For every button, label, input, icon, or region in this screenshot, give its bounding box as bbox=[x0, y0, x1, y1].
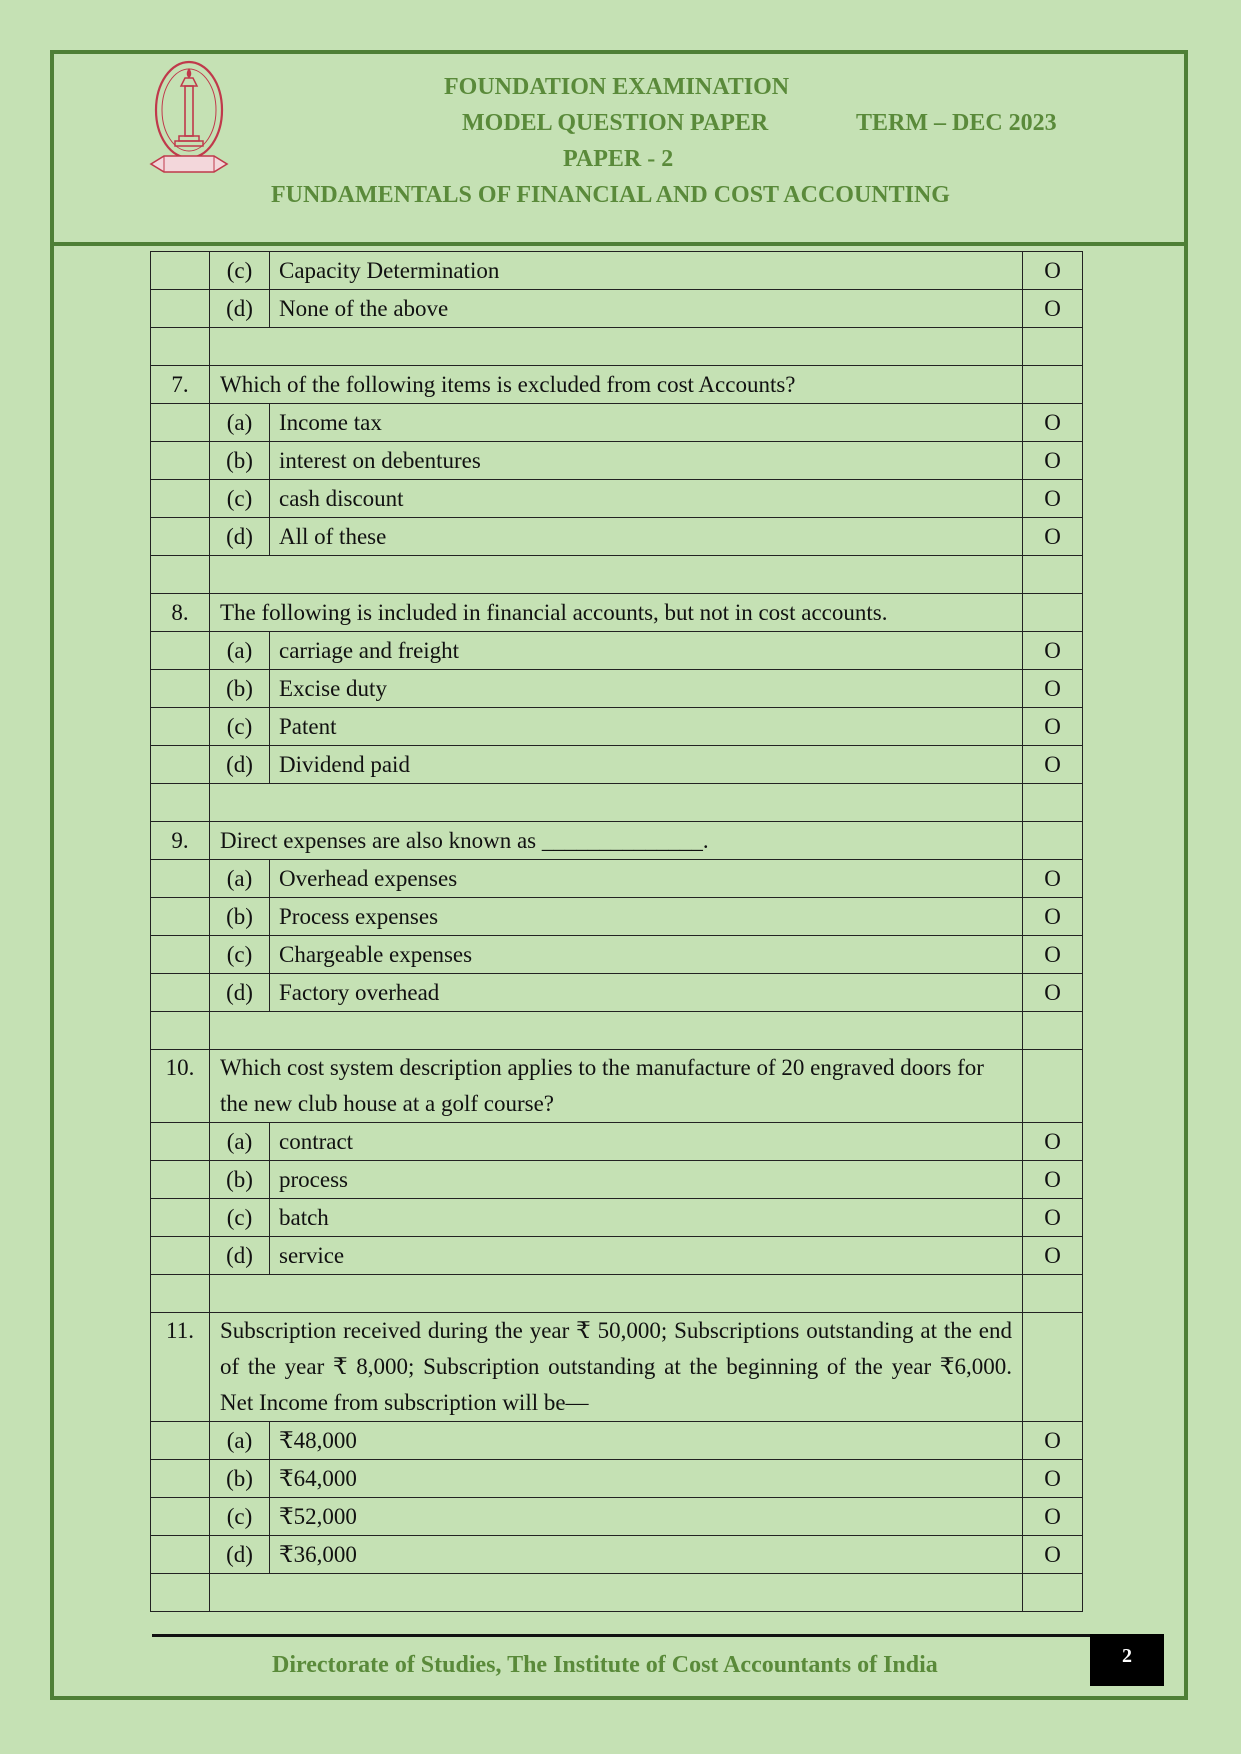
option-row bbox=[151, 518, 1083, 556]
answer-bubble[interactable]: O bbox=[1023, 860, 1083, 898]
spacer-row bbox=[151, 556, 1083, 594]
option-text: None of the above bbox=[270, 290, 1023, 328]
answer-bubble[interactable]: O bbox=[1023, 442, 1083, 480]
answer-bubble[interactable]: O bbox=[1023, 1536, 1083, 1574]
option-label: (d) bbox=[210, 1237, 270, 1275]
question-number: 8. bbox=[151, 594, 210, 632]
option-label: (d) bbox=[210, 518, 270, 556]
option-label: (a) bbox=[210, 1123, 270, 1161]
option-row bbox=[151, 898, 1083, 936]
option-label: (c) bbox=[210, 936, 270, 974]
answer-bubble[interactable]: O bbox=[1023, 708, 1083, 746]
answer-bubble[interactable]: O bbox=[1023, 746, 1083, 784]
spacer-row bbox=[151, 1012, 1083, 1050]
option-label: (b) bbox=[210, 1460, 270, 1498]
answer-bubble[interactable]: O bbox=[1023, 290, 1083, 328]
page-number: 2 bbox=[1090, 1634, 1164, 1686]
icai-crest-icon bbox=[148, 56, 230, 184]
footer-text: Directorate of Studies, The Institute of Cost Accountants of India bbox=[272, 1652, 938, 1678]
option-label: (c) bbox=[210, 708, 270, 746]
option-text: ₹64,000 bbox=[270, 1460, 1023, 1498]
option-text: cash discount bbox=[270, 480, 1023, 518]
option-text: Chargeable expenses bbox=[270, 936, 1023, 974]
option-text: All of these bbox=[270, 518, 1023, 556]
spacer-row bbox=[151, 1574, 1083, 1612]
option-label: (c) bbox=[210, 252, 270, 290]
answer-bubble[interactable]: O bbox=[1023, 1422, 1083, 1460]
question-row bbox=[151, 1313, 1083, 1422]
option-text: carriage and freight bbox=[270, 632, 1023, 670]
option-text: Patent bbox=[270, 708, 1023, 746]
option-row bbox=[151, 442, 1083, 480]
option-label: (a) bbox=[210, 404, 270, 442]
option-text: Overhead expenses bbox=[270, 860, 1023, 898]
spacer-row bbox=[151, 328, 1083, 366]
question-row bbox=[151, 822, 1083, 860]
answer-bubble[interactable]: O bbox=[1023, 670, 1083, 708]
paper-type: MODEL QUESTION PAPER bbox=[462, 110, 769, 136]
footer-rule bbox=[152, 1634, 1096, 1637]
question-number: 7. bbox=[151, 366, 210, 404]
option-label: (d) bbox=[210, 1536, 270, 1574]
spacer-row bbox=[151, 1275, 1083, 1313]
answer-bubble[interactable]: O bbox=[1023, 1460, 1083, 1498]
option-row bbox=[151, 708, 1083, 746]
option-text: process bbox=[270, 1161, 1023, 1199]
option-row bbox=[151, 252, 1083, 290]
option-text: Excise duty bbox=[270, 670, 1023, 708]
question-number: 9. bbox=[151, 822, 210, 860]
question-text: Which cost system description applies to the manufacture of 20 engraved doors for the new club house at a golf course? bbox=[210, 1050, 1023, 1123]
answer-bubble[interactable]: O bbox=[1023, 1237, 1083, 1275]
question-number: 10. bbox=[151, 1050, 210, 1123]
option-row bbox=[151, 860, 1083, 898]
answer-bubble[interactable]: O bbox=[1023, 632, 1083, 670]
option-row bbox=[151, 670, 1083, 708]
answer-bubble[interactable]: O bbox=[1023, 1123, 1083, 1161]
exam-title: FOUNDATION EXAMINATION bbox=[444, 74, 790, 100]
option-text: ₹52,000 bbox=[270, 1498, 1023, 1536]
header-divider bbox=[50, 242, 1188, 246]
option-row bbox=[151, 404, 1083, 442]
answer-bubble[interactable]: O bbox=[1023, 1161, 1083, 1199]
option-row bbox=[151, 1237, 1083, 1275]
option-row bbox=[151, 290, 1083, 328]
option-label: (a) bbox=[210, 632, 270, 670]
option-row bbox=[151, 746, 1083, 784]
answer-bubble[interactable]: O bbox=[1023, 1498, 1083, 1536]
option-label: (c) bbox=[210, 480, 270, 518]
option-row bbox=[151, 1422, 1083, 1460]
option-row bbox=[151, 1460, 1083, 1498]
option-label: (d) bbox=[210, 746, 270, 784]
answer-bubble[interactable]: O bbox=[1023, 936, 1083, 974]
option-text: Capacity Determination bbox=[270, 252, 1023, 290]
option-label: (b) bbox=[210, 898, 270, 936]
option-text: ₹48,000 bbox=[270, 1422, 1023, 1460]
option-text: Income tax bbox=[270, 404, 1023, 442]
answer-bubble[interactable]: O bbox=[1023, 252, 1083, 290]
paper-number: PAPER - 2 bbox=[563, 146, 674, 172]
option-label: (d) bbox=[210, 290, 270, 328]
question-row bbox=[151, 1050, 1083, 1123]
option-text: Process expenses bbox=[270, 898, 1023, 936]
option-row bbox=[151, 1199, 1083, 1237]
exam-term: TERM – DEC 2023 bbox=[856, 110, 1057, 136]
option-text: Factory overhead bbox=[270, 974, 1023, 1012]
option-label: (c) bbox=[210, 1199, 270, 1237]
question-text: Subscription received during the year ₹ 50,000; Subscriptions outstanding at the end of the year ₹ 8,000; Subscription outstanding at the beginning of the year ₹6,000. Net Income from subscription will be— bbox=[210, 1313, 1023, 1422]
option-row bbox=[151, 1161, 1083, 1199]
option-label: (a) bbox=[210, 860, 270, 898]
option-text: batch bbox=[270, 1199, 1023, 1237]
spacer-row bbox=[151, 784, 1083, 822]
option-text: interest on debentures bbox=[270, 442, 1023, 480]
question-table bbox=[150, 251, 1083, 1612]
option-label: (a) bbox=[210, 1422, 270, 1460]
answer-bubble[interactable]: O bbox=[1023, 974, 1083, 1012]
option-label: (d) bbox=[210, 974, 270, 1012]
subject-title: FUNDAMENTALS OF FINANCIAL AND COST ACCOUNTING bbox=[271, 182, 950, 208]
question-text: Which of the following items is excluded from cost Accounts? bbox=[210, 366, 1023, 404]
answer-bubble[interactable]: O bbox=[1023, 1199, 1083, 1237]
option-row bbox=[151, 632, 1083, 670]
answer-bubble[interactable]: O bbox=[1023, 480, 1083, 518]
question-text: The following is included in financial accounts, but not in cost accounts. bbox=[210, 594, 1023, 632]
option-label: (c) bbox=[210, 1498, 270, 1536]
option-row bbox=[151, 936, 1083, 974]
question-row bbox=[151, 366, 1083, 404]
option-text: service bbox=[270, 1237, 1023, 1275]
question-text: Direct expenses are also known as ______________. bbox=[210, 822, 1023, 860]
option-text: ₹36,000 bbox=[270, 1536, 1023, 1574]
answer-bubble[interactable]: O bbox=[1023, 518, 1083, 556]
option-label: (b) bbox=[210, 442, 270, 480]
option-row bbox=[151, 1536, 1083, 1574]
answer-bubble[interactable]: O bbox=[1023, 898, 1083, 936]
answer-bubble[interactable]: O bbox=[1023, 404, 1083, 442]
option-row bbox=[151, 480, 1083, 518]
option-text: Dividend paid bbox=[270, 746, 1023, 784]
option-label: (b) bbox=[210, 670, 270, 708]
option-row bbox=[151, 1498, 1083, 1536]
option-row bbox=[151, 1123, 1083, 1161]
option-label: (b) bbox=[210, 1161, 270, 1199]
option-row bbox=[151, 974, 1083, 1012]
question-row bbox=[151, 594, 1083, 632]
question-number: 11. bbox=[151, 1313, 210, 1422]
option-text: contract bbox=[270, 1123, 1023, 1161]
